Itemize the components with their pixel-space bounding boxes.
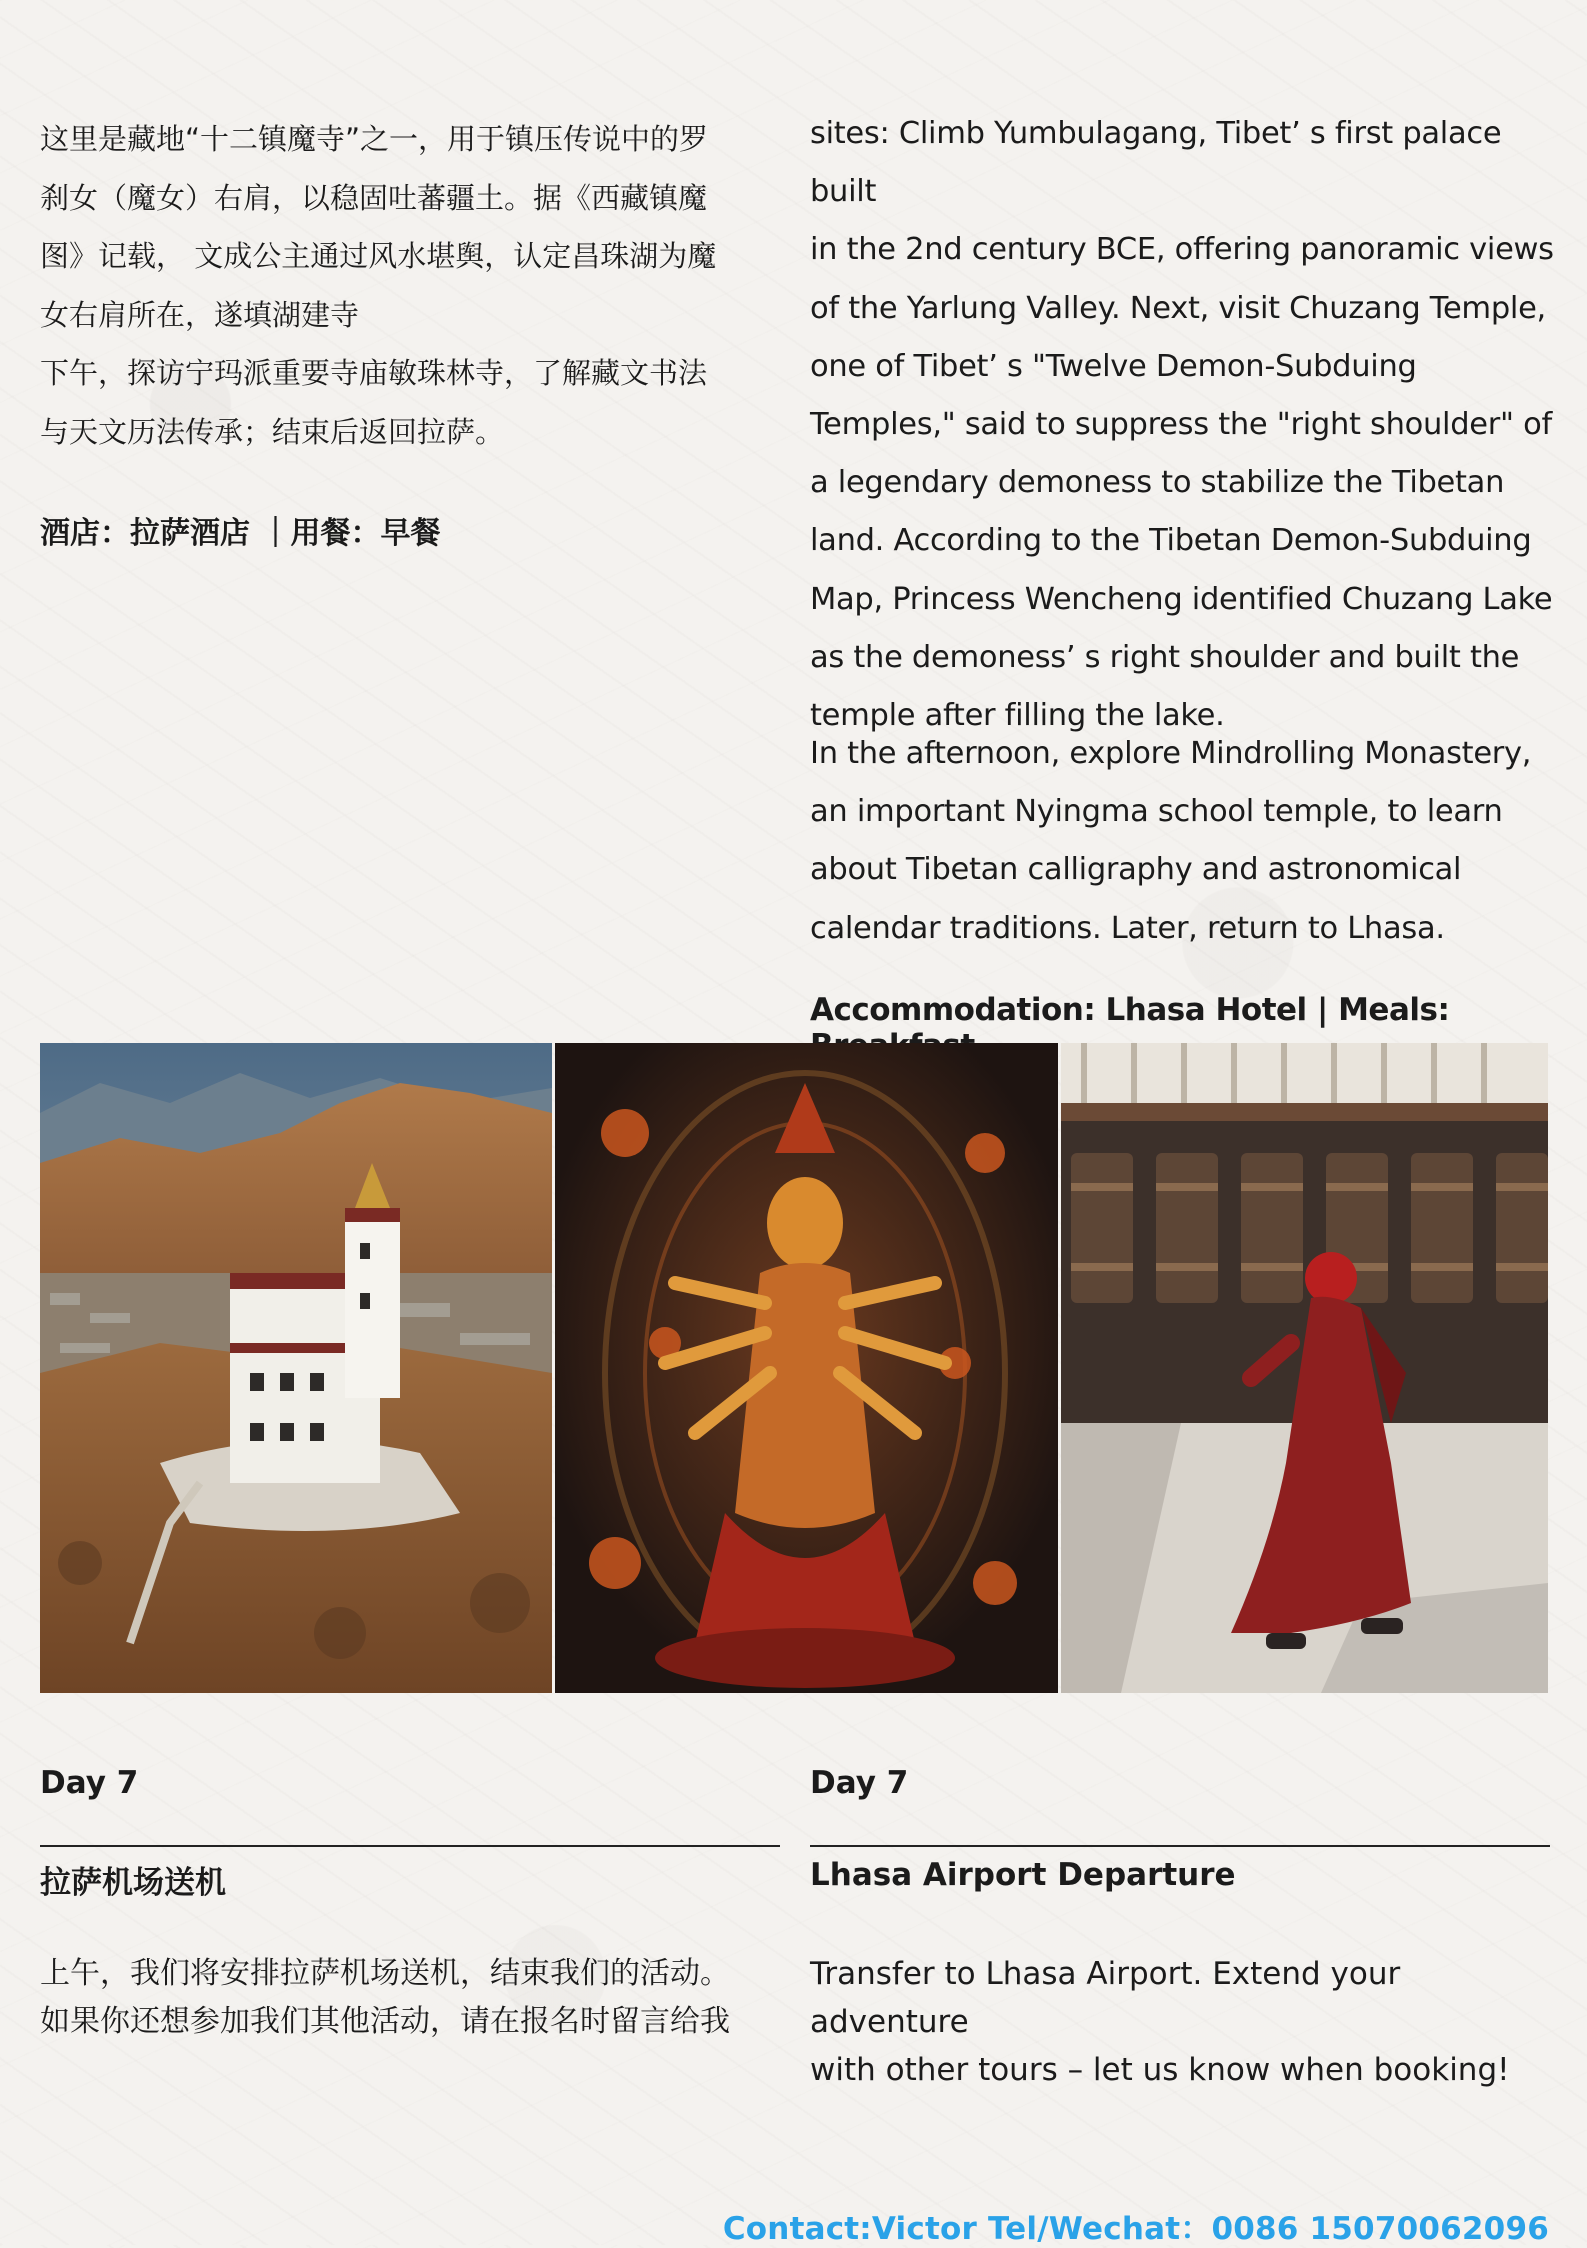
day7-body-en	[810, 1950, 1560, 2094]
en-accommodation-meals: Accommodation: Lhasa Hotel | Meals:	[810, 992, 1450, 1028]
en-line: Transfer to Lhasa Airport. Extend your adventure	[810, 1956, 1401, 2040]
en-line: with other tours – let us know when booking!	[810, 2052, 1510, 2088]
en-line: as the demoness’ s right shoulder and built the	[810, 639, 1520, 675]
cn-line: 上午，我们将安排拉萨机场送机，结束我们的活动。	[40, 1956, 730, 1991]
cn-line: 图》记载， 文成公主通过风水堪舆，认定昌珠湖为魔	[40, 239, 717, 273]
contact-info: Contact:Victor Tel/Wechat：0086 15070062096	[722, 2211, 1549, 2247]
en-line: Map, Princess Wencheng identified Chuzang Lake	[810, 581, 1553, 617]
monk-prayer-wheels-photo	[1061, 1043, 1548, 1693]
english-description	[810, 105, 1555, 745]
day-title-en: Lhasa Airport Departure	[810, 1857, 1236, 1893]
cn-line: 如果你还想参加我们其他活动，请在报名时留言给我	[40, 2004, 730, 2039]
divider-left	[40, 1845, 780, 1847]
chinese-description	[40, 110, 780, 461]
cn-line: 刹女（魔女）右肩，以稳固吐蕃疆土。据《西藏镇魔	[40, 180, 708, 215]
en-line: of the Yarlung Valley. Next, visit Chuzang Temple,	[810, 290, 1546, 326]
cn-accommodation-meals: 酒店：拉萨酒店 ｜用餐：早餐	[40, 516, 441, 551]
thangka-mural-photo	[555, 1043, 1058, 1693]
english-afternoon	[810, 725, 1555, 958]
cn-line: 与天文历法传承；结束后返回拉萨。	[40, 414, 505, 449]
en-line: land. According to the Tibetan Demon-Subduing	[810, 523, 1532, 559]
day7-body-cn	[40, 1950, 785, 2046]
divider-right	[810, 1845, 1550, 1847]
day-label-en: Day 7	[810, 1765, 909, 1801]
en-line: one of Tibet’ s "Twelve Demon-Subduing	[810, 348, 1417, 384]
en-line: In the afternoon, explore Mindrolling Monastery,	[810, 736, 1532, 771]
en-line: an important Nyingma school temple, to learn	[810, 794, 1503, 830]
cn-line: 这里是藏地“十二镇魔寺”之一，用于镇压传说中的罗	[40, 122, 709, 156]
en-line: temple after filling the lake.	[810, 698, 1225, 734]
cn-line: 下午，探访宁玛派重要寺庙敏珠林寺，了解藏文书法	[40, 356, 708, 390]
day-title-cn: 拉萨机场送机	[40, 1865, 226, 1901]
en-line: calendar traditions. Later, return to Lhasa.	[810, 910, 1445, 946]
en-line: sites: Climb Yumbulagang, Tibet’ s first palace built	[810, 116, 1502, 210]
day-label-cn: Day 7	[40, 1765, 139, 1801]
en-line: about Tibetan calligraphy and astronomical	[810, 852, 1462, 888]
en-line: Temples," said to suppress the "right shoulder" of	[810, 407, 1552, 443]
cn-line: 女右肩所在，遂填湖建寺	[40, 297, 360, 332]
en-line: a legendary demoness to stabilize the Tibetan	[810, 465, 1505, 501]
en-line: in the 2nd century BCE, offering panoramic views	[810, 232, 1554, 268]
yumbulagang-palace-photo	[40, 1043, 552, 1693]
